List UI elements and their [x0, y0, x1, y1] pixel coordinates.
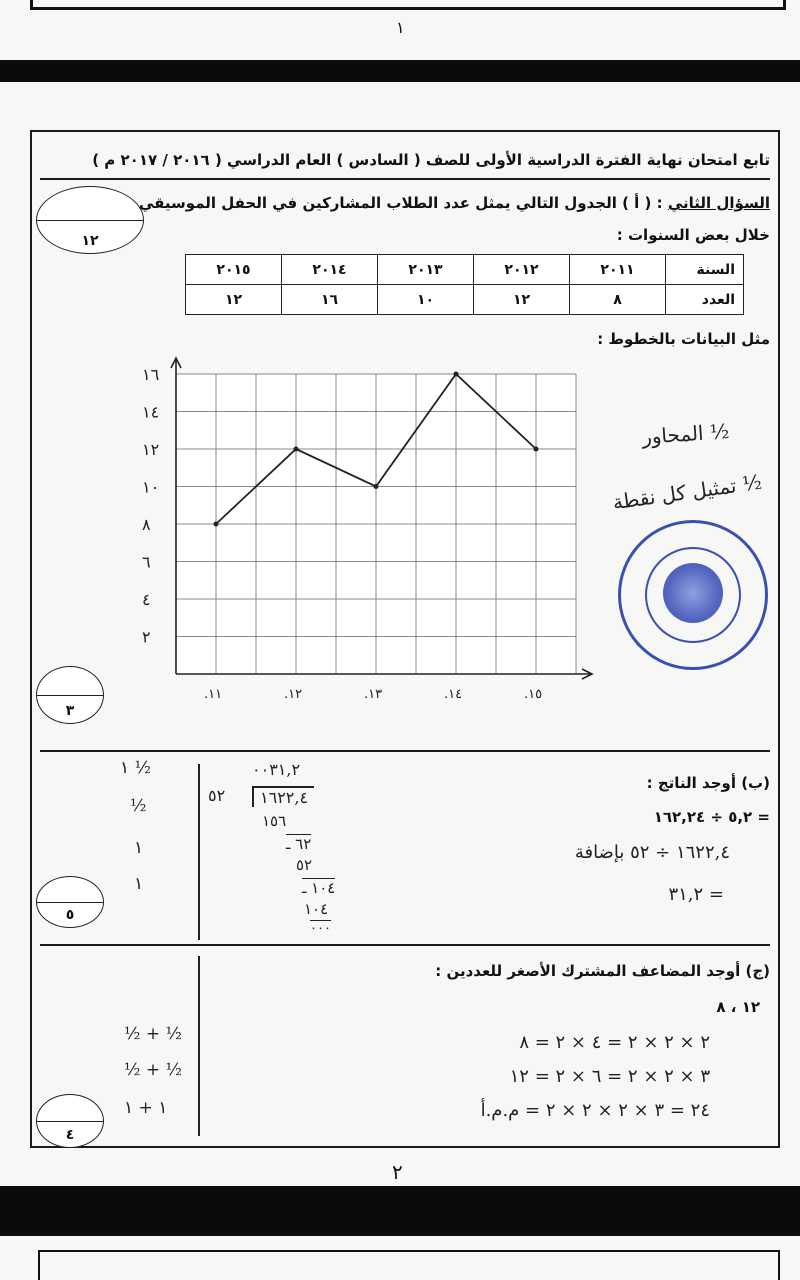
margin-note-axes: المحاور ½ — [641, 418, 731, 450]
y-tick-label: ٢ — [142, 627, 151, 647]
grade-total: ١٢ — [81, 233, 99, 249]
school-stamp — [618, 520, 768, 670]
margin-mark: ١ — [134, 874, 144, 894]
y-tick-label: ٨ — [142, 515, 151, 534]
margin-mark: ½ + ½ — [124, 1060, 183, 1080]
margin-mark: ١ + ١ — [124, 1098, 168, 1118]
table-row — [186, 255, 744, 285]
margin-mark: ½ — [130, 796, 147, 816]
question-b-title: (ب) أوجد الناتج : — [646, 774, 770, 792]
margin-mark: ١ ½ — [120, 758, 152, 778]
count-cell: ٨ — [570, 285, 666, 315]
data-point — [214, 522, 219, 527]
question-a-title — [139, 194, 770, 212]
question-a-subtitle: خلال بعض السنوات : — [616, 226, 770, 244]
student-work-line: ١٦٢٢,٤ ÷ ٥٢ بإضافة — [574, 842, 730, 863]
question-a-text: : ( أ ) الجدول التالي يمثل عدد الطلاب المشاركين في الحفل الموسيقي — [138, 194, 663, 212]
division-step: ١٠٤ ـ — [302, 879, 336, 897]
division-step: ١٠٤ — [304, 900, 329, 918]
y-tick-label: ١٦ — [142, 365, 160, 384]
data-point — [454, 372, 459, 377]
table-row — [186, 285, 744, 315]
data-point — [534, 447, 539, 452]
student-work-line: ٢٤ = ٣ × ٢ × ٢ × ٢ = م.م.أ — [480, 1100, 710, 1121]
next-page-frame — [38, 1250, 780, 1280]
page-header: تابع امتحان نهاية الفترة الدراسية الأولى للصف ( السادس ) العام الدراسي ( ٢٠١٦ / ٢٠١٧ م ) — [40, 140, 770, 180]
plot-instruction: مثل البيانات بالخطوط : — [597, 330, 770, 348]
previous-page-number: ١ — [396, 18, 405, 37]
division-step: ٥٢ — [296, 856, 313, 874]
question-c-section — [40, 948, 770, 1144]
y-tick-label: ٦ — [142, 552, 151, 572]
question-b-expression: = ٥,٢ ÷ ١٦٢,٢٤ — [653, 808, 770, 826]
previous-page-bottom — [0, 0, 800, 60]
question-c-numbers: ١٢ ، ٨ — [716, 998, 760, 1016]
student-work-answer: = ٣١,٢ — [668, 884, 724, 905]
year-cell: ٢٠١٤ — [282, 255, 378, 285]
division-step: ٦٢ ـ — [286, 835, 312, 853]
grade-graph: ٣ — [65, 703, 75, 719]
y-tick-label: ١٠ — [142, 477, 160, 497]
data-point — [294, 447, 299, 452]
page-separator — [0, 60, 800, 82]
page-number: ٢ — [392, 1160, 403, 1184]
division-step: ٠٠٠ — [310, 921, 331, 936]
x-tick-label: .١٣ — [364, 687, 383, 702]
emblem-icon — [663, 563, 723, 623]
grade-b: ٥ — [65, 907, 75, 923]
margin-note-points: تمثيل كل نقطة ½ — [611, 469, 764, 515]
row-header-year: السنة — [666, 255, 744, 285]
question-c-title: (ج) أوجد المضاعف المشترك الأصغر للعددين : — [435, 962, 770, 980]
x-tick-label: .١١ — [204, 687, 223, 702]
y-tick-label: ١٤ — [142, 402, 160, 422]
previous-page-frame — [30, 0, 786, 10]
year-cell: ٢٠١٢ — [474, 255, 570, 285]
page-frame — [30, 130, 780, 1148]
grade-circle-b — [36, 876, 104, 928]
x-tick-label: .١٥ — [524, 687, 543, 702]
page-separator — [0, 1186, 800, 1236]
student-work-line: ٢ × ٢ × ٢ = ٤ × ٢ = ٨ — [519, 1032, 710, 1053]
division-quotient: ٠٠٣١,٢ — [252, 760, 301, 779]
year-cell: ٢٠١٣ — [378, 255, 474, 285]
data-point — [374, 484, 379, 489]
question-b-section — [40, 754, 770, 946]
data-table — [185, 254, 744, 315]
student-work-line: ٣ × ٢ × ٢ = ٦ × ٢ = ١٢ — [509, 1066, 710, 1087]
y-tick-label: ٤ — [142, 590, 151, 609]
count-cell: ١٦ — [282, 285, 378, 315]
grade-circle-graph — [36, 666, 104, 724]
grade-circle-c — [36, 1094, 104, 1148]
next-page-top — [0, 1236, 800, 1280]
division-dividend: ١٦٢٢,٤ — [252, 786, 314, 807]
count-cell: ١٢ — [186, 285, 282, 315]
question-a-section — [40, 190, 770, 752]
count-cell: ١٢ — [474, 285, 570, 315]
margin-mark: ١ — [134, 838, 144, 858]
x-tick-label: .١٢ — [284, 687, 303, 702]
row-header-count: العدد — [666, 285, 744, 315]
grade-c: ٤ — [65, 1127, 75, 1143]
x-tick-label: .١٤ — [444, 687, 463, 702]
division-divisor: ٥٢ — [208, 786, 226, 805]
division-step: ١٥٦ — [262, 812, 287, 830]
exam-page — [0, 82, 800, 1186]
grade-circle-total — [36, 186, 144, 254]
year-cell: ٢٠١٥ — [186, 255, 282, 285]
year-cell: ٢٠١١ — [570, 255, 666, 285]
count-cell: ١٠ — [378, 285, 474, 315]
margin-divider — [198, 956, 200, 1136]
question-label: السؤال الثاني — [667, 194, 770, 212]
line-graph — [106, 356, 626, 702]
y-tick-label: ١٢ — [142, 440, 160, 459]
margin-mark: ½ + ½ — [124, 1024, 183, 1044]
margin-divider — [198, 764, 200, 940]
